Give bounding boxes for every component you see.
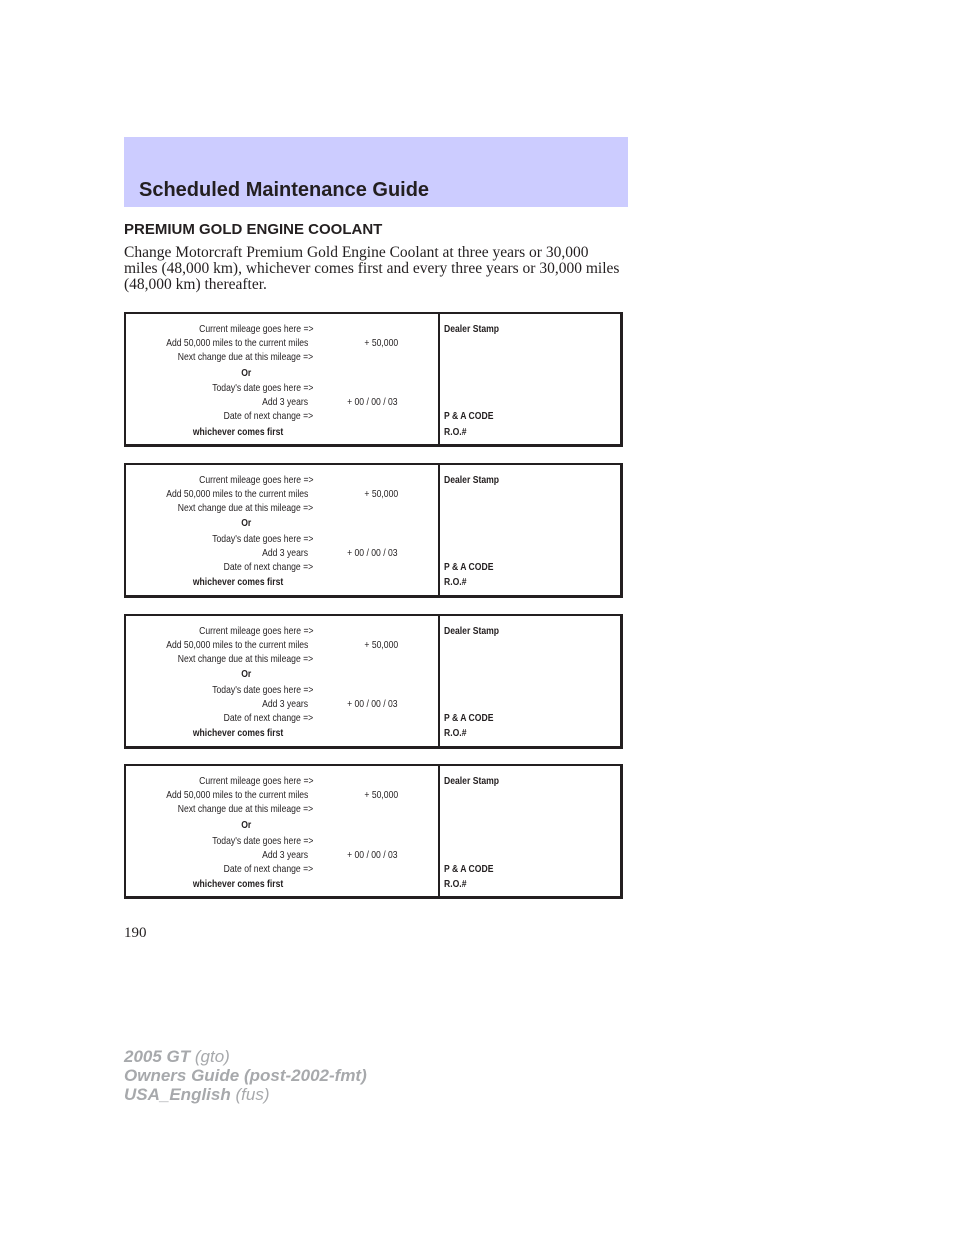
date-next-label: Date of next change => — [223, 863, 313, 875]
whichever-label: whichever comes first — [192, 727, 283, 739]
next-change-label: Next change due at this mileage => — [177, 803, 313, 815]
current-mileage-label: Current mileage goes here => — [198, 323, 313, 335]
add-miles-value: + 50,000 — [364, 789, 398, 801]
dealer-stamp-label: Dealer Stamp — [444, 323, 500, 335]
pa-code-label: P & A CODE — [444, 561, 494, 573]
section-body: Change Motorcraft Premium Gold Engine Coolant at three years or 30,000 miles (48,000 km), whichever comes first and every three years or 30,000 miles (48,000 km) thereafter. — [124, 244, 620, 293]
add-miles-value: + 50,000 — [364, 488, 398, 500]
dealer-stamp-label: Dealer Stamp — [444, 474, 500, 486]
current-mileage-label: Current mileage goes here => — [198, 474, 313, 486]
next-change-label: Next change due at this mileage => — [177, 351, 313, 363]
footer-line-2 — [124, 1066, 367, 1085]
maintenance-record — [124, 463, 623, 598]
add-years-value: + 00 / 00 / 03 — [347, 396, 398, 408]
pa-code-label: P & A CODE — [444, 410, 494, 422]
footer-language-code: (fus) — [235, 1085, 270, 1104]
footer-model: 2005 GT — [124, 1047, 191, 1066]
record-entry-area — [126, 766, 440, 896]
date-next-label: Date of next change => — [223, 712, 313, 724]
page-title: Scheduled Maintenance Guide — [139, 179, 430, 201]
footer-model-code: (gto) — [194, 1047, 230, 1066]
date-next-label: Date of next change => — [223, 410, 313, 422]
footer-line-3 — [124, 1085, 367, 1104]
footer-guide: Owners Guide (post-2002-fmt) — [124, 1066, 367, 1085]
whichever-label: whichever comes first — [192, 878, 283, 890]
or-label: Or — [240, 367, 251, 379]
record-entry-area — [126, 465, 440, 595]
add-years-value: + 00 / 00 / 03 — [347, 547, 398, 559]
footer-language: USA_English — [124, 1085, 231, 1104]
footer-line-1 — [124, 1047, 367, 1066]
add-miles-label: Add 50,000 miles to the current miles — [165, 639, 308, 651]
maintenance-record — [124, 764, 623, 899]
add-years-label: Add 3 years — [262, 547, 308, 559]
add-miles-value: + 50,000 — [364, 639, 398, 651]
dealer-stamp-area — [440, 616, 620, 746]
maintenance-record — [124, 312, 623, 447]
dealer-stamp-area — [440, 314, 620, 444]
maintenance-record — [124, 614, 623, 749]
ro-label: R.O.# — [444, 727, 467, 739]
todays-date-label: Today's date goes here => — [211, 835, 313, 847]
pa-code-label: P & A CODE — [444, 863, 494, 875]
add-years-value: + 00 / 00 / 03 — [347, 849, 398, 861]
current-mileage-label: Current mileage goes here => — [198, 625, 313, 637]
add-miles-label: Add 50,000 miles to the current miles — [165, 337, 308, 349]
ro-label: R.O.# — [444, 576, 467, 588]
or-label: Or — [240, 517, 251, 529]
record-entry-area — [126, 314, 440, 444]
todays-date-label: Today's date goes here => — [211, 533, 313, 545]
header-band — [124, 137, 628, 207]
date-next-label: Date of next change => — [223, 561, 313, 573]
record-entry-area — [126, 616, 440, 746]
or-label: Or — [240, 668, 251, 680]
whichever-label: whichever comes first — [192, 576, 283, 588]
add-years-label: Add 3 years — [262, 396, 308, 408]
todays-date-label: Today's date goes here => — [211, 684, 313, 696]
add-years-label: Add 3 years — [262, 849, 308, 861]
dealer-stamp-label: Dealer Stamp — [444, 775, 500, 787]
add-miles-label: Add 50,000 miles to the current miles — [165, 488, 308, 500]
or-label: Or — [240, 819, 251, 831]
add-years-value: + 00 / 00 / 03 — [347, 698, 398, 710]
dealer-stamp-area — [440, 465, 620, 595]
add-years-label: Add 3 years — [262, 698, 308, 710]
page-number: 190 — [124, 925, 147, 941]
add-miles-label: Add 50,000 miles to the current miles — [165, 789, 308, 801]
pa-code-label: P & A CODE — [444, 712, 494, 724]
section-heading: PREMIUM GOLD ENGINE COOLANT — [124, 221, 383, 238]
dealer-stamp-area — [440, 766, 620, 896]
current-mileage-label: Current mileage goes here => — [198, 775, 313, 787]
next-change-label: Next change due at this mileage => — [177, 502, 313, 514]
document-footer — [124, 1047, 367, 1104]
dealer-stamp-label: Dealer Stamp — [444, 625, 500, 637]
todays-date-label: Today's date goes here => — [211, 382, 313, 394]
next-change-label: Next change due at this mileage => — [177, 653, 313, 665]
whichever-label: whichever comes first — [192, 426, 283, 438]
ro-label: R.O.# — [444, 426, 467, 438]
add-miles-value: + 50,000 — [364, 337, 398, 349]
ro-label: R.O.# — [444, 878, 467, 890]
